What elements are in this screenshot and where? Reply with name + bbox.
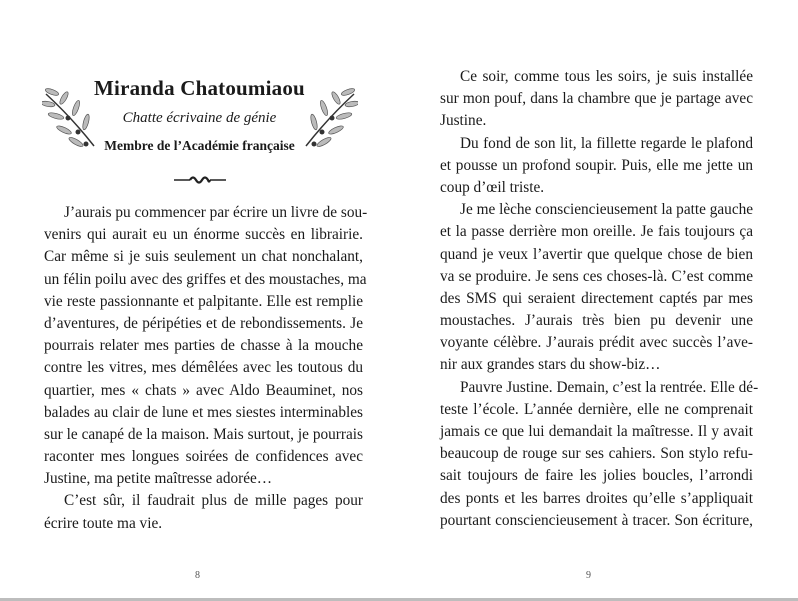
text-line: venirs qui aurait eu un énorme succès en librairie.	[44, 226, 363, 244]
text-line: Ce soir, comme tous les soirs, je suis installée	[460, 68, 753, 85]
text-line: moustaches. J’aurais très bien pu devenir une	[440, 312, 753, 330]
page-number: 8	[195, 570, 200, 581]
left-page	[0, 0, 399, 598]
text-line: contre les vitres, mes démêlées avec les toutous du	[44, 359, 363, 377]
text-line: coup d’œil triste.	[440, 178, 545, 196]
text-line: Car même si je suis seulement un chat nonchalant,	[44, 248, 363, 266]
author-name: Miranda Chatoumiaou	[94, 76, 305, 100]
text-line: teste l’école. L’année dernière, elle ne comprenait	[440, 400, 753, 418]
author-subtitle: Chatte écrivaine de génie	[122, 110, 277, 126]
text-line: et la passe derrière mon oreille. Je fais toujours ça	[440, 223, 753, 241]
text-line: balades au clair de lune et mes siestes interminables	[44, 403, 363, 421]
text-line: Pauvre Justine. Demain, c’est la rentrée. Elle dé-	[460, 378, 759, 396]
text-line: quand je veux l’avertir que quelque chose de bien	[440, 245, 753, 263]
text-line: vie reste passionnante et palpitante. Elle est remplie	[44, 292, 363, 310]
text-line: jamais ce que lui demandait la maîtresse. Il y avait	[440, 423, 753, 440]
right-page-text	[440, 66, 759, 532]
text-line: pourrais relater mes parties de chasse à la mouche	[44, 337, 363, 355]
text-line: sur le canapé de la maison. Mais surtout, je pourrais	[44, 425, 363, 443]
text-line: sur mon pouf, dans la chambre que je partage avec	[440, 90, 753, 108]
text-line: va se produire. Je sens ces choses-là. C’est comme	[440, 267, 753, 285]
text-line: nir aux grandes stars du show-biz…	[440, 356, 661, 374]
text-line: un félin poilu avec des griffes et des moustaches, ma	[44, 270, 367, 288]
left-page-text	[44, 202, 368, 535]
text-line: des ponts et les barres droites qu’elle s’appliquait	[440, 489, 753, 507]
text-line: Justine, ma petite maîtresse adorée…	[44, 470, 273, 488]
text-line: Justine.	[440, 112, 487, 130]
text-line: C’est sûr, il faudrait plus de mille pages pour	[64, 492, 363, 510]
text-line: des SMS qui seraient directement captés par mes	[440, 289, 753, 307]
text-line: Je me lèche consciencieusement la patte gauche	[460, 201, 754, 219]
page-number: 9	[586, 570, 591, 581]
text-line: voyante célèbre. J’aurais prédit avec succès l’ave-	[440, 334, 753, 352]
text-line: raconter mes longues soirées de confidences avec	[44, 448, 363, 466]
right-page	[399, 0, 798, 598]
ornament-divider-icon	[174, 174, 226, 186]
text-line: beaucoup de rouge sur ses cahiers. Son stylo refu-	[440, 445, 753, 463]
text-line: quartier, mes « chats » avec Aldo Beauminet, nos	[44, 381, 363, 399]
text-line: écrire toute ma vie.	[44, 514, 163, 532]
text-line: d’aventures, de péripéties et de rebondissements. Je	[44, 314, 363, 332]
text-line: J’aurais pu commencer par écrire un livre de sou-	[64, 204, 368, 221]
text-line: et pousse un profond soupir. Puis, elle me jette un	[440, 156, 753, 174]
text-line: pourtant consciencieusement à tracer. Son écriture,	[440, 511, 753, 529]
text-line: sait toujours de faire les jolies boucles, l’arrondi	[440, 467, 753, 485]
text-line: Du fond de son lit, la fillette regarde le plafond	[460, 134, 753, 152]
author-membership: Membre de l’Académie française	[104, 138, 295, 153]
